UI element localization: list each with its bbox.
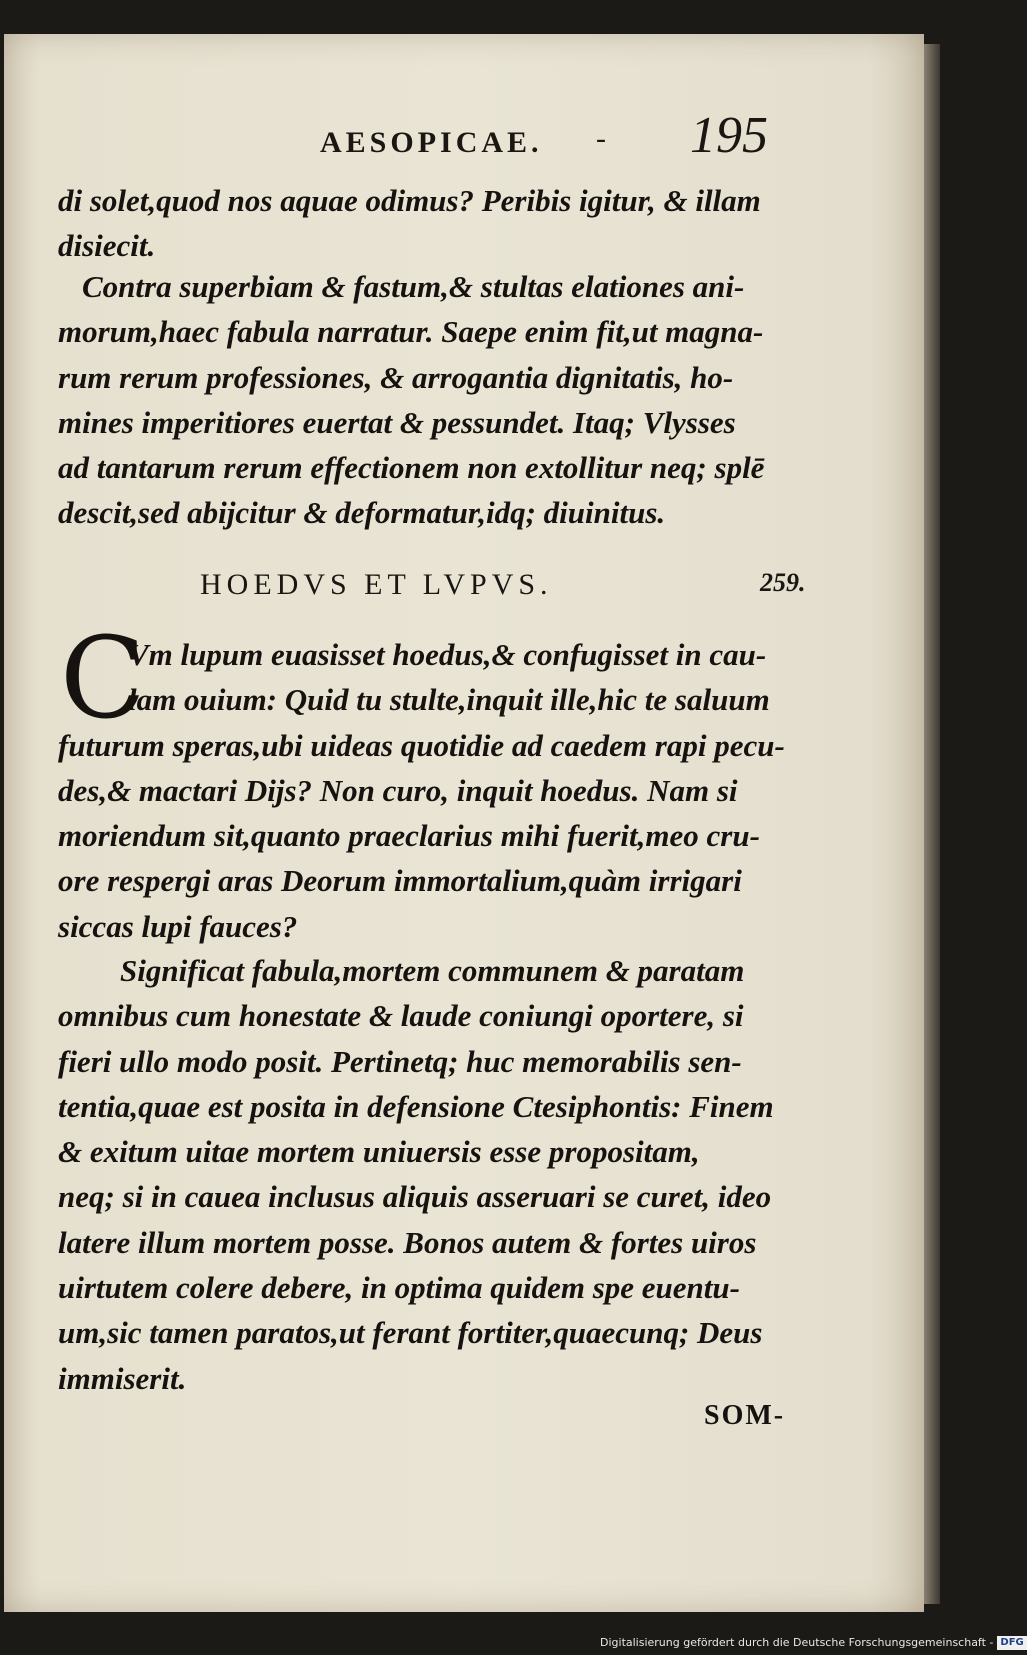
fable-number: 259.	[760, 568, 806, 597]
fable-moral	[58, 948, 818, 1401]
text-line: ad tantarum rerum effectionem non extollitur neq; splē	[58, 450, 765, 486]
text-line: Contra superbiam & fastum,& stultas elationes ani-	[82, 269, 745, 304]
fable-heading	[0, 568, 920, 618]
text-line: neq; si in cauea inclusus aliquis asseruari se curet, ideo	[58, 1179, 772, 1215]
text-line: latere illum mortem posse. Bonos autem & fortes uiros	[58, 1224, 757, 1260]
page-number: 195	[690, 107, 768, 164]
text-line: ore respergi aras Deorum immortalium,quàm irrigari	[58, 863, 742, 899]
dfg-logo: DFG	[997, 1636, 1026, 1650]
fable-text	[58, 614, 818, 949]
text-line: omnibus cum honestate & laude coniungi oportere, si	[58, 998, 744, 1034]
text-line: uirtutem colere debere, in optima quidem spe euentu-	[58, 1270, 740, 1306]
header-dash: -	[596, 122, 606, 155]
continuation-text	[58, 178, 818, 269]
text-line: des,& mactari Dijs? Non curo, inquit hoedus. Nam si	[58, 772, 738, 808]
page-edge	[924, 44, 940, 1604]
text-line: fieri ullo modo posit. Pertinetq; huc memorabilis sen-	[58, 1043, 742, 1079]
text-line: lam ouium: Quid tu stulte,inquit ille,hic te saluum	[128, 682, 770, 718]
text-line: morum,haec fabula narratur. Saepe enim fit,ut magna-	[58, 314, 764, 350]
page-header	[0, 107, 920, 172]
text-line: Vm lupum euasisset hoedus,& confugisset in cau-	[128, 637, 767, 672]
text-line: um,sic tamen paratos,ut ferant fortiter,quaecunq; Deus	[58, 1315, 763, 1351]
text-line: & exitum uitae mortem uniuersis esse propositam,	[58, 1134, 700, 1170]
text-line: rum rerum professiones, & arrogantia dignitatis, ho-	[58, 359, 734, 395]
text-line: tentia,quae est posita in defensione Ctesiphontis: Finem	[58, 1088, 774, 1124]
fable-title: HOEDVS ET LVPVS.	[200, 568, 553, 601]
text-line: disiecit.	[58, 228, 156, 264]
previous-moral	[58, 264, 818, 536]
running-head: AESOPICAE.	[320, 126, 543, 159]
text-line: immiserit.	[58, 1360, 187, 1396]
text-line: di solet,quod nos aquae odimus? Peribis igitur, & illam	[58, 183, 761, 218]
text-line: siccas lupi fauces?	[58, 908, 298, 944]
catchword: SOM-	[704, 1400, 786, 1431]
text-line: moriendum sit,quanto praeclarius mihi fuerit,meo cru-	[58, 818, 760, 854]
text-line: futurum speras,ubi uideas quotidie ad caedem rapi pecu-	[58, 727, 785, 763]
text-line: descit,sed abijcitur & deformatur,idq; diuinitus.	[58, 495, 666, 531]
footer-text: Digitalisierung gefördert durch die Deutsche Forschungsgemeinschaft -	[600, 1636, 994, 1649]
text-line: Significat fabula,mortem communem & paratam	[120, 953, 745, 988]
text-line: mines imperitiores euertat & pessundet. Itaq; Vlysses	[58, 404, 736, 440]
drop-cap-initial: C	[60, 614, 146, 744]
digitization-footer	[600, 1632, 1024, 1654]
